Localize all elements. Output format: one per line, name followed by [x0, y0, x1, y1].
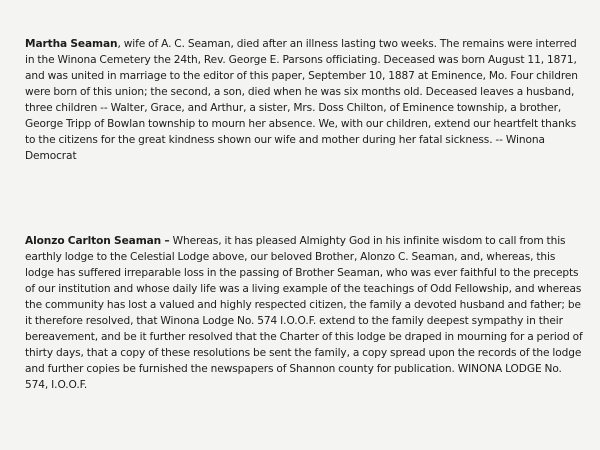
obituary-martha-seaman — [25, 36, 587, 164]
name-separator: – — [161, 235, 170, 247]
obituary-name: Alonzo Carlton Seaman — [25, 235, 162, 247]
obituary-text: wife of A. C. Seaman, died after an illness lasting two weeks. The remains were interred in the Winona Cemetery the 24th, Rev. George E. Parsons officiating. Deceased was born August 11, 1871, and was united in marriage to the editor of this paper, September 10, 1887 at Eminence, Mo. Four children were born of this union; the second, a son, died when he was six months old. Deceased leaves a husband, three children -- Walter, Grace, and Arthur, a sister, Mrs. Doss Chilton, of Eminence township, a brother, George Tripp of Bowlan township to mourn her absence. We, with our children, extend our heartfelt thanks to the citizens for the great kindness shown our wife and mother during her fatal sickness. -- Winona Democrat — [25, 38, 578, 162]
name-separator: , — [117, 38, 121, 50]
obituary-text: Whereas, it has pleased Almighty God in his infinite wisdom to call from this earthly lodge to the Celestial Lodge above, our beloved Brother, Alonzo C. Seaman, and, whereas, this lodge has suffered irreparable loss in the passing of Brother Seaman, who was ever faithful to the precepts of our institution and whose daily life was a living example of the teachings of Odd Fellowship, and whereas the community has lost a valued and highly respected citizen, the family a devoted husband and father; be it therefore resolved, that Winona Lodge No. 574 I.O.O.F. extend to the family deepest sympathy in their bereavement, and be it further resolved that the Charter of this lodge be draped in mourning for a period of thirty days, that a copy of these resolutions be sent the family, a copy spread upon the records of the lodge and further copies be furnished the newspapers of Shannon county for publication. WINONA LODGE No. 574, I.O.O.F. — [25, 235, 583, 391]
obituary-name: Martha Seaman — [25, 38, 118, 50]
resolution-alonzo-seaman — [25, 233, 587, 393]
